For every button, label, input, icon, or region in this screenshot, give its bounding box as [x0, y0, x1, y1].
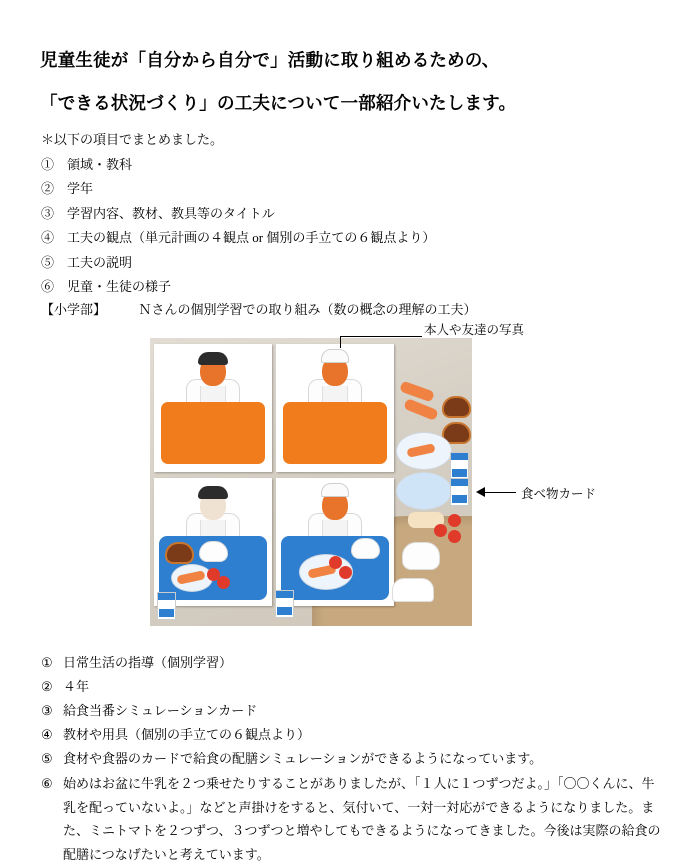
note-item-3: ③ 学習内容、教材、教具等のタイトル	[41, 205, 275, 221]
simulation-card-top-right	[276, 344, 394, 472]
food-arrow-head	[476, 487, 485, 497]
detail-number-4: ④	[41, 727, 53, 742]
loose-blue-plate-1	[396, 432, 452, 470]
student-photo-4	[305, 484, 365, 536]
detail-text-4: 教材や用具（個別の手立ての６観点より）	[63, 727, 311, 742]
intro-note-label: ＊以下の項目でまとめました。	[41, 132, 224, 147]
annotation-food-card: 食べ物カード	[521, 487, 597, 501]
rice-bowl-card-2	[351, 538, 380, 559]
blue-tray-3	[159, 536, 267, 600]
section-title-text: Ｎさんの個別学習での取り組み（数の概念の理解の工夫）	[138, 302, 477, 317]
rice-bowl-card	[199, 541, 228, 562]
detail-row-2	[41, 675, 661, 699]
simulation-card-bottom-right	[276, 478, 394, 606]
fish-plate-card	[171, 564, 213, 592]
note-item-2: ② 学年	[41, 181, 94, 196]
student-photo-3	[183, 484, 243, 536]
food-arrow-line	[480, 492, 516, 493]
note-item-1: ① 領域・教科	[41, 156, 133, 172]
milk-carton-card-2	[275, 590, 294, 618]
photo-background	[150, 338, 472, 626]
lesson-photo	[150, 338, 472, 626]
student-photo-2	[305, 350, 365, 402]
photo-leader-line-vertical	[340, 336, 341, 348]
orange-tray-2	[283, 402, 387, 464]
detail-row-4	[41, 723, 661, 747]
detail-text-5: 食材や食器のカードで給食の配膳シミュレーションができるようになっています。	[63, 751, 543, 766]
soup-bowl-card	[165, 542, 194, 564]
loose-fish-card-2	[404, 404, 438, 415]
page-title-line-1: 児童生徒が「自分から自分で」活動に取り組めるための、	[40, 50, 500, 70]
tomato-card-d	[339, 566, 352, 579]
detail-text-6: 始めはお盆に牛乳を２つ乗せたりすることがありましたが、「１人に１つずつだよ。」「〇〇くんに、牛乳を配っていないよ。」などと声掛けをすると、気付いて、一対一対応ができるようになりました。また、ミニトマトを２つずつ、３つずつと増やしてもできるようになってきました。今後は実際の給食の配膳につなげたいと考えています。	[63, 776, 661, 862]
loose-rice-bowl	[402, 542, 440, 570]
detail-number-6: ⑥	[41, 776, 53, 791]
loose-tomato-2	[448, 530, 461, 543]
details-list	[41, 651, 661, 866]
loose-soup-bowl-1	[442, 396, 471, 418]
page-title-line-2: 「できる状況づくり」の工夫について一部紹介いたします。	[40, 93, 517, 113]
loose-milk-1	[450, 452, 469, 480]
section-department-label: 【小学部】	[41, 302, 107, 317]
detail-text-3: 給食当番シミュレーションカード	[63, 703, 258, 718]
section-heading	[41, 299, 477, 318]
loose-tomato-3	[434, 524, 447, 537]
intro-note	[41, 128, 435, 300]
blue-tray-4	[281, 536, 389, 600]
student-photo-1	[183, 350, 243, 402]
loose-cup	[392, 578, 434, 602]
simulation-card-top-left	[154, 344, 272, 472]
simulation-card-bottom-left	[154, 478, 272, 606]
milk-carton-card-1	[157, 592, 176, 620]
loose-blue-plate-2	[396, 472, 452, 510]
detail-row-3	[41, 699, 661, 723]
loose-milk-2	[450, 478, 469, 506]
detail-number-3: ③	[41, 703, 53, 718]
detail-text-1: 日常生活の指導（個別学習）	[63, 655, 233, 670]
detail-row-1	[41, 651, 661, 675]
tomato-card-b	[217, 576, 230, 589]
note-item-4: ④ 工夫の観点（単元計画の４観点 or 個別の手立ての６観点より）	[41, 230, 436, 245]
annotation-student-photo: 本人や友達の写真	[424, 323, 525, 337]
detail-number-1: ①	[41, 655, 53, 670]
photo-leader-line-horizontal	[340, 336, 422, 337]
note-item-5: ⑤ 工夫の説明	[41, 254, 133, 270]
detail-number-5: ⑤	[41, 751, 53, 766]
loose-tomato-1	[448, 514, 461, 527]
detail-text-2: ４年	[63, 679, 90, 694]
orange-tray-1	[161, 402, 265, 464]
detail-row-6	[41, 772, 661, 866]
loose-fish-card-1	[400, 386, 434, 397]
detail-row-5	[41, 747, 661, 771]
note-item-6: ⑥ 児童・生徒の様子	[41, 279, 172, 294]
detail-number-2: ②	[41, 679, 53, 694]
